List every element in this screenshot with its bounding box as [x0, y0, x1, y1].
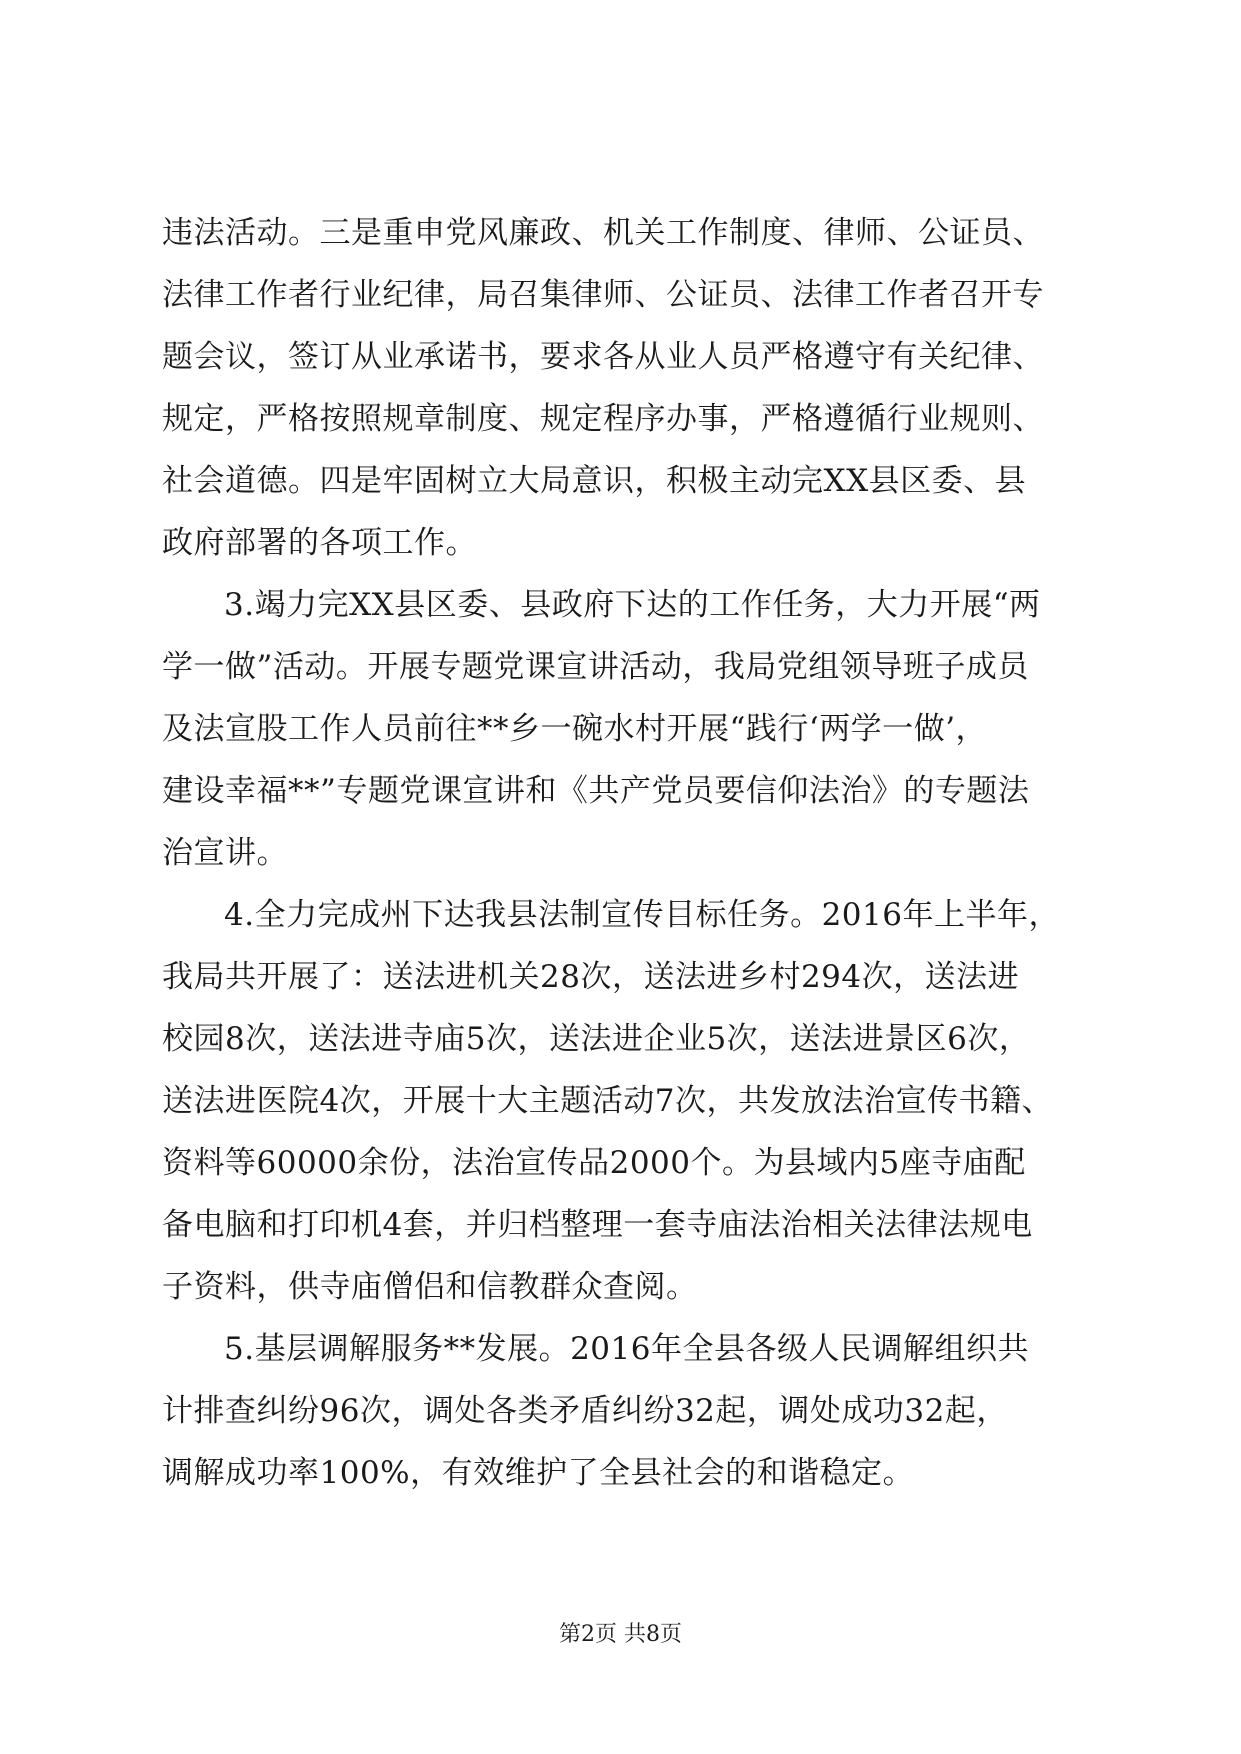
text-line: 政府部署的各项工作。 [162, 525, 477, 561]
page-number-label: 第2页 共8页 [559, 1622, 682, 1647]
paragraph-3 [162, 884, 1110, 1318]
text-line: 社会道德。四是牢固树立大局意识，积极主动完XX县区委、县 [162, 463, 1027, 499]
text-line: 计排查纠纷96次，调处各类矛盾纠纷32起，调处成功32起， [162, 1393, 1008, 1429]
text-line: 资料等60000余份，法治宣传品2000个。为县域内5座寺庙配 [162, 1145, 1026, 1181]
text-line: 题会议，签订从业承诺书，要求各从业人员严格遵守有关纪律、 [162, 339, 1044, 375]
text-line: 调解成功率100%，有效维护了全县社会的和谐稳定。 [162, 1455, 915, 1491]
text-line: 送法进医院4次，开展十大主题活动7次，共发放法治宣传书籍、 [162, 1083, 1053, 1119]
text-line: 法律工作者行业纪律，局召集律师、公证员、法律工作者召开专 [162, 277, 1044, 313]
text-line: 我局共开展了：送法进机关28次，送法进乡村294次，送法进 [162, 959, 1020, 995]
text-line: 违法活动。三是重申党风廉政、机关工作制度、律师、公证员、 [162, 215, 1044, 251]
text-line: 规定，严格按照规章制度、规定程序办事，严格遵循行业规则、 [162, 401, 1044, 437]
text-line: 5.基层调解服务**发展。2016年全县各级人民调解组织共 [224, 1331, 1029, 1367]
text-line: 3.竭力完XX县区委、县政府下达的工作任务，大力开展“两 [224, 587, 1041, 623]
document-body [162, 202, 1110, 1504]
paragraph-1 [162, 202, 1110, 574]
paragraph-2 [162, 574, 1110, 884]
text-line: 4.全力完成州下达我县法制宣传目标任务。2016年上半年， [224, 897, 1060, 933]
text-line: 治宣讲。 [162, 835, 288, 871]
page-footer [0, 1617, 1241, 1648]
paragraph-4 [162, 1318, 1110, 1504]
text-line: 子资料，供寺庙僧侣和信教群众查阅。 [162, 1269, 698, 1305]
text-line: 校园8次，送法进寺庙5次，送法进企业5次，送法进景区6次， [162, 1021, 1031, 1057]
text-line: 学一做”活动。开展专题党课宣讲活动，我局党组领导班子成员 [162, 649, 1029, 685]
text-line: 建设幸福**”专题党课宣讲和《共产党员要信仰法治》的专题法 [162, 773, 1030, 809]
text-line: 及法宣股工作人员前往**乡一碗水村开展“践行‘两学一做’， [162, 711, 988, 747]
text-line: 备电脑和打印机4套，并归档整理一套寺庙法治相关法律法规电 [162, 1207, 1033, 1243]
